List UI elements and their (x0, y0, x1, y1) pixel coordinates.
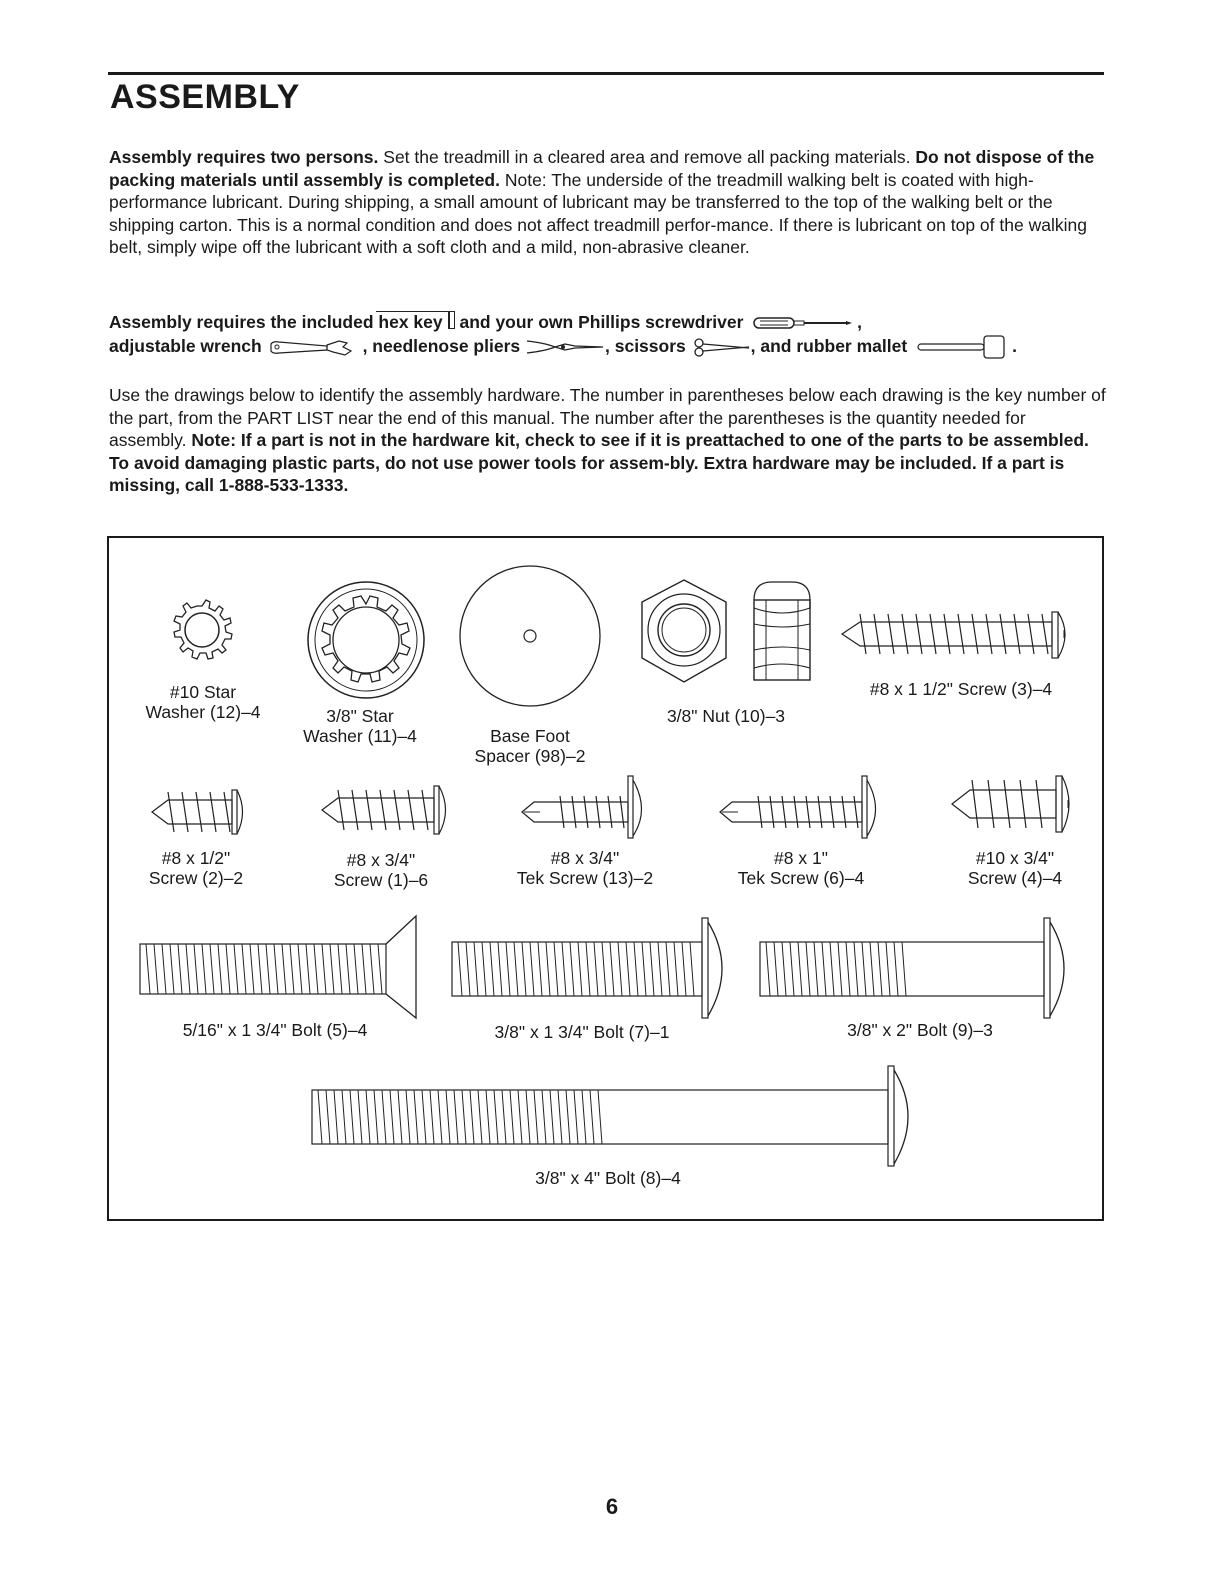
hardware-intro-note: Note: If a part is not in the hardware kit, check to see if it is preattached to one of the parts to be assembled. To avoid damaging plastic parts, do not use power tools for assem-bly. Extra hardware may be included. If a part is missing, call 1-888-533-1333. (109, 430, 1089, 495)
tools-text-c: , (852, 312, 863, 332)
bolt-5-label: 5/16" x 1 3/4" Bolt (5)–4 (182, 1020, 368, 1040)
base-foot-spacer-drawing (458, 564, 602, 708)
tools-text-b: and your own Phillips screwdriver (454, 312, 744, 332)
screw-4-label: #10 x 3/4" Screw (4)–4 (967, 848, 1063, 888)
hardware-intro-paragraph (109, 384, 1107, 497)
tools-line-2 (109, 334, 1119, 358)
star-washer-38-drawing (304, 578, 428, 702)
bolt-7-drawing (448, 916, 732, 1020)
tools-list (109, 310, 1119, 358)
screwdriver-icon (748, 315, 852, 331)
page-title: ASSEMBLY (110, 78, 300, 116)
bolt-9-label: 3/8" x 2" Bolt (9)–3 (847, 1020, 993, 1040)
star-washer-10-label: #10 Star Washer (12)–4 (145, 682, 261, 722)
base-foot-spacer-label: Base Foot Spacer (98)–2 (474, 726, 586, 766)
wrench-icon (267, 337, 363, 357)
tools-wrench-label: adjustable wrench (109, 336, 262, 356)
screw-2-label: #8 x 1/2" Screw (2)–2 (148, 848, 244, 888)
header-rule (108, 72, 1104, 75)
hardware-intro-text: Use the drawings below to identify the assembly hardware. The number in parentheses below each drawing is the key number of the part, from the PART LIST near the end of this manual. The number after the parentheses is the quantity needed for assembly. (109, 385, 1106, 450)
tools-text-a: Assembly requires the included (109, 312, 379, 332)
hex-key-icon (376, 311, 450, 314)
tek-screw-6-drawing (718, 774, 886, 840)
screw-4-drawing (950, 772, 1076, 836)
page-number: 6 (605, 1494, 619, 1519)
screw-2-drawing (150, 786, 246, 838)
nut-drawing (632, 578, 822, 690)
star-washer-38-label: 3/8" Star Washer (11)–4 (303, 706, 417, 746)
intro-bold-1: Assembly requires two persons. (109, 147, 379, 167)
nut-label: 3/8" Nut (10)–3 (666, 706, 786, 726)
tools-pliers-label: , needlenose pliers (362, 336, 521, 356)
scissors-icon (691, 337, 751, 357)
bolt-5-drawing (136, 912, 420, 1022)
tek-screw-13-drawing (520, 774, 654, 840)
tek-screw-6-label: #8 x 1" Tek Screw (6)–4 (737, 848, 865, 888)
star-washer-10-drawing (160, 588, 244, 672)
intro-bold-2: Do not dispose of the packing materials until assembly is completed. (109, 147, 1095, 190)
bolt-9-drawing (756, 916, 1076, 1020)
screw-3-label: #8 x 1 1/2" Screw (3)–4 (869, 679, 1053, 699)
intro-text-1: Set the treadmill in a cleared area and remove all packing materials. (378, 147, 916, 167)
bolt-8-label: 3/8" x 4" Bolt (8)–4 (535, 1168, 681, 1188)
intro-text-2: Note: The underside of the treadmill walking belt is coated with high-performance lubricant. During shipping, a small amount of lubricant may be transferred to the top of the walking belt or the shipping carton. This is a normal condition and does not affect treadmill perfor-mance. If there is lubricant on top of the walking belt, simply wipe off the lubricant with a soft cloth and a mild, non-abrasive cleaner. (109, 169, 1087, 257)
bolt-7-label: 3/8" x 1 3/4" Bolt (7)–1 (494, 1022, 670, 1042)
screw-3-drawing (840, 606, 1076, 664)
tools-end: . (1012, 336, 1017, 356)
bolt-8-drawing (308, 1064, 932, 1168)
hex-key-label: hex key (378, 310, 442, 334)
screw-1-drawing (320, 782, 452, 838)
tools-scissors-label: , scissors (605, 336, 686, 356)
needlenose-pliers-icon (525, 337, 605, 357)
tools-mallet-label: , and rubber mallet (750, 336, 908, 356)
screw-1-label: #8 x 3/4" Screw (1)–6 (333, 850, 429, 890)
intro-paragraph (109, 146, 1107, 259)
tools-line-1 (109, 310, 1119, 334)
tek-screw-13-label: #8 x 3/4" Tek Screw (13)–2 (516, 848, 654, 888)
rubber-mallet-icon (912, 334, 1012, 360)
